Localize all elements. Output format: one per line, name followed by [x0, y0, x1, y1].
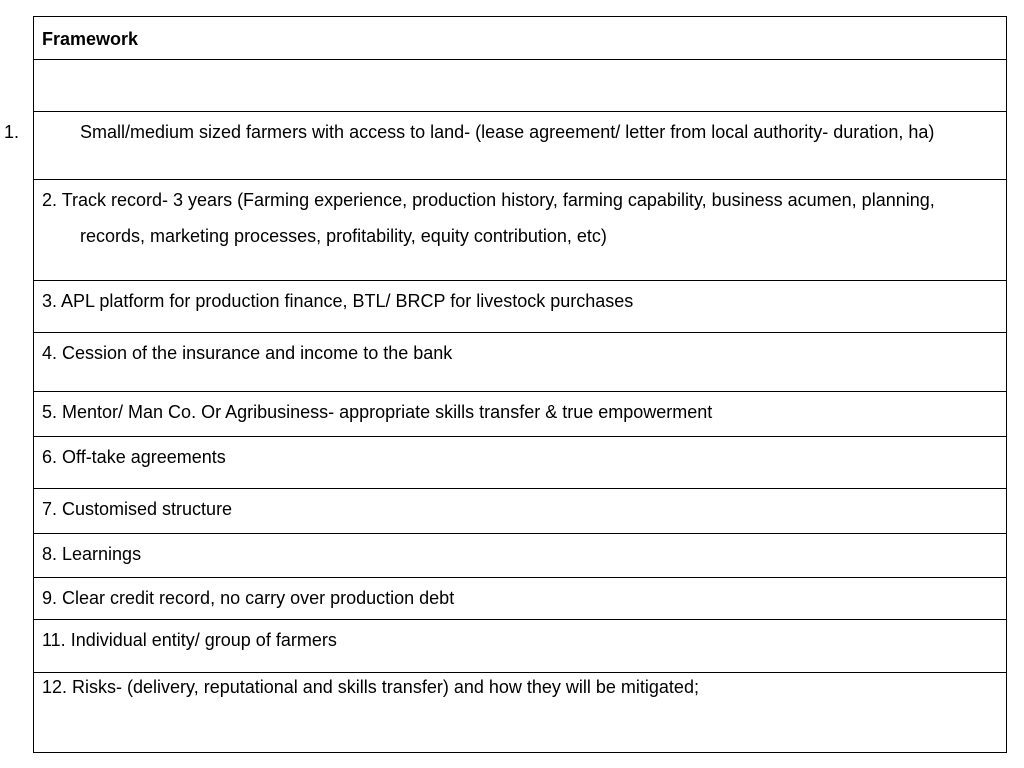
table-row-1 [4, 112, 1006, 180]
framework-table [4, 16, 1007, 753]
empty-row [34, 60, 1006, 112]
table-row-6 [34, 437, 1006, 489]
table-row-3 [34, 281, 1006, 333]
table-row-2 [34, 180, 1006, 281]
item-text: 12. Risks- (delivery, reputational and skills transfer) and how they will be mitigated; [42, 677, 699, 697]
item-text: 6. Off-take agreements [42, 447, 226, 467]
table-row-8 [34, 534, 1006, 578]
item-text: Small/medium sized farmers with access to land- (lease agreement/ letter from local authority- duration, ha) [80, 122, 935, 142]
table-row-4 [34, 333, 1006, 392]
item-number: 1. [4, 122, 20, 142]
item-text: 5. Mentor/ Man Co. Or Agribusiness- appropriate skills transfer & true empowerment [42, 402, 713, 422]
item-text: 7. Customised structure [42, 499, 233, 519]
table-row-11 [34, 620, 1006, 673]
item-text: 9. Clear credit record, no carry over production debt [42, 588, 455, 608]
table-row-9 [34, 578, 1006, 620]
table-row-12 [34, 673, 1006, 752]
item-text: 2. Track record- 3 years (Farming experience, production history, farming capability, business acumen, planning, records, marketing processes, profitability, equity contribution, etc) [42, 190, 935, 246]
table-header-row [34, 17, 1006, 60]
table-row-7 [34, 489, 1006, 534]
table-row-5 [34, 392, 1006, 437]
item-text: 3. APL platform for production finance, BTL/ BRCP for livestock purchases [42, 291, 634, 311]
item-text: 8. Learnings [42, 544, 142, 564]
item-text: 11. Individual entity/ group of farmers [42, 630, 337, 650]
table-header: Framework [42, 29, 139, 49]
item-text: 4. Cession of the insurance and income to the bank [42, 343, 453, 363]
